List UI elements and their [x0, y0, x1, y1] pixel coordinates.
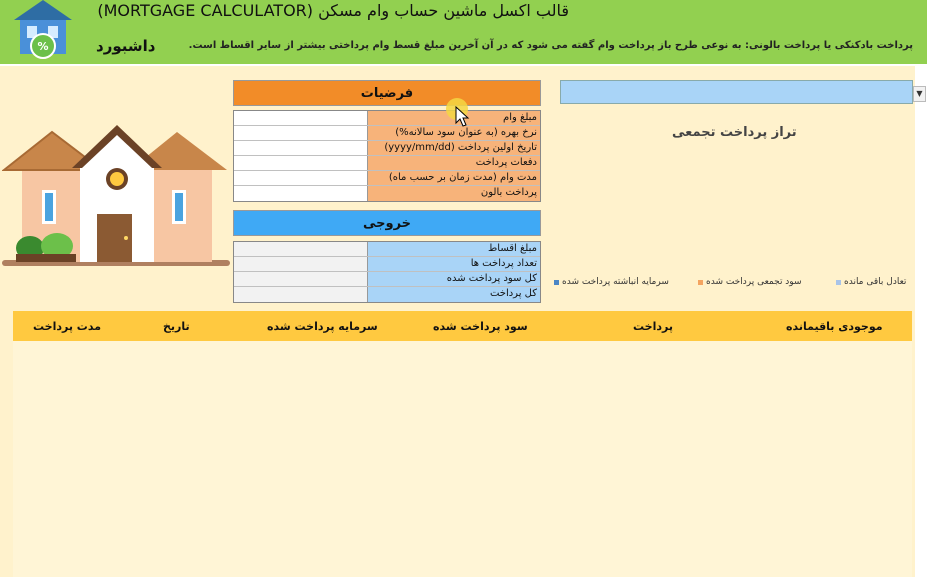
col-interest-paid: سود پرداخت شده	[433, 319, 528, 333]
total-interest-label: کل سود پرداخت شده	[446, 273, 537, 284]
dashboard-label: داشبورد	[96, 37, 156, 55]
first-payment-date-label: تاریخ اولین پرداخت (yyyy/mm/dd)	[384, 142, 537, 153]
legend-swatch-icon	[698, 280, 703, 285]
payment-frequency-label: دفعات پرداخت	[475, 157, 537, 168]
legend-swatch-icon	[836, 280, 841, 285]
legend-item	[698, 277, 802, 287]
house-illustration-icon	[2, 120, 232, 270]
balloon-payment-note: پرداخت بادکنکی یا پرداخت بالونی: به نوعی طرح باز پرداخت وام گفته می شود که در آن آخرین مبلغ قسط وام پرداختی بیشتر از سایر اقساط است.	[188, 40, 913, 51]
loan-term-input[interactable]	[234, 171, 368, 185]
total-payment-label: کل پرداخت	[489, 288, 537, 299]
payment-count-value	[234, 257, 368, 271]
col-payment: پرداخت	[633, 319, 673, 333]
loan-term-label: مدت وام (مدت زمان بر حسب ماه)	[388, 172, 537, 183]
assumptions-header: فرضیات	[233, 80, 541, 106]
output-table	[233, 241, 541, 303]
legend-cumulative-principal-label: سرمایه انباشته پرداخت شده	[562, 277, 669, 287]
total-payment-value	[234, 287, 368, 302]
installment-amount-value	[234, 242, 368, 256]
header-bar	[0, 0, 927, 66]
table-row	[234, 242, 540, 257]
chart-selector-dropdown[interactable]	[560, 80, 913, 104]
legend-item	[554, 277, 669, 287]
table-row	[234, 141, 540, 156]
col-date: تاریخ	[163, 319, 190, 333]
schedule-table-body	[13, 341, 912, 577]
assumptions-table	[233, 110, 541, 202]
balloon-payment-label: پرداخت بالون	[480, 187, 537, 198]
total-interest-value	[234, 272, 368, 286]
table-row	[234, 111, 540, 126]
table-row	[234, 287, 540, 302]
legend-item	[836, 277, 906, 287]
legend-cumulative-interest-label: سود تجمعی پرداخت شده	[706, 277, 802, 287]
balloon-payment-input[interactable]	[234, 186, 368, 201]
house-percent-logo-icon	[8, 0, 78, 62]
scroll-margin	[915, 66, 927, 577]
mouse-pointer-icon	[455, 106, 471, 128]
payment-count-label: تعداد پرداخت ها	[470, 258, 537, 269]
svg-text:%: %	[37, 40, 49, 53]
interest-rate-input[interactable]	[234, 126, 368, 140]
table-row	[234, 126, 540, 141]
col-remaining-balance: موجودی باقیمانده	[786, 319, 883, 333]
col-payment-term: مدت پرداخت	[33, 319, 102, 333]
payment-frequency-input[interactable]	[234, 156, 368, 170]
table-row	[234, 171, 540, 186]
loan-amount-label: مبلغ وام	[503, 112, 537, 123]
col-principal-paid: سرمایه پرداخت شده	[267, 319, 378, 333]
installment-amount-label: مبلغ اقساط	[488, 243, 537, 254]
chevron-down-icon[interactable]: ▼	[913, 86, 926, 102]
table-row	[234, 272, 540, 287]
first-payment-date-input[interactable]	[234, 141, 368, 155]
legend-remaining-balance-label: تعادل باقی مانده	[844, 277, 907, 287]
interest-rate-label: نرخ بهره (به عنوان سود سالانه%)	[395, 127, 537, 138]
chart-title: تراز پرداخت تجمعی	[672, 125, 797, 140]
table-row	[234, 156, 540, 171]
schedule-table-header	[13, 311, 912, 341]
legend-swatch-icon	[554, 280, 559, 285]
table-row	[234, 257, 540, 272]
page-title: قالب اکسل ماشین حساب وام مسکن (MORTGAGE CALCULATOR)	[97, 1, 569, 20]
output-header: خروجی	[233, 210, 541, 236]
table-row	[234, 186, 540, 201]
loan-amount-input[interactable]	[234, 111, 368, 125]
